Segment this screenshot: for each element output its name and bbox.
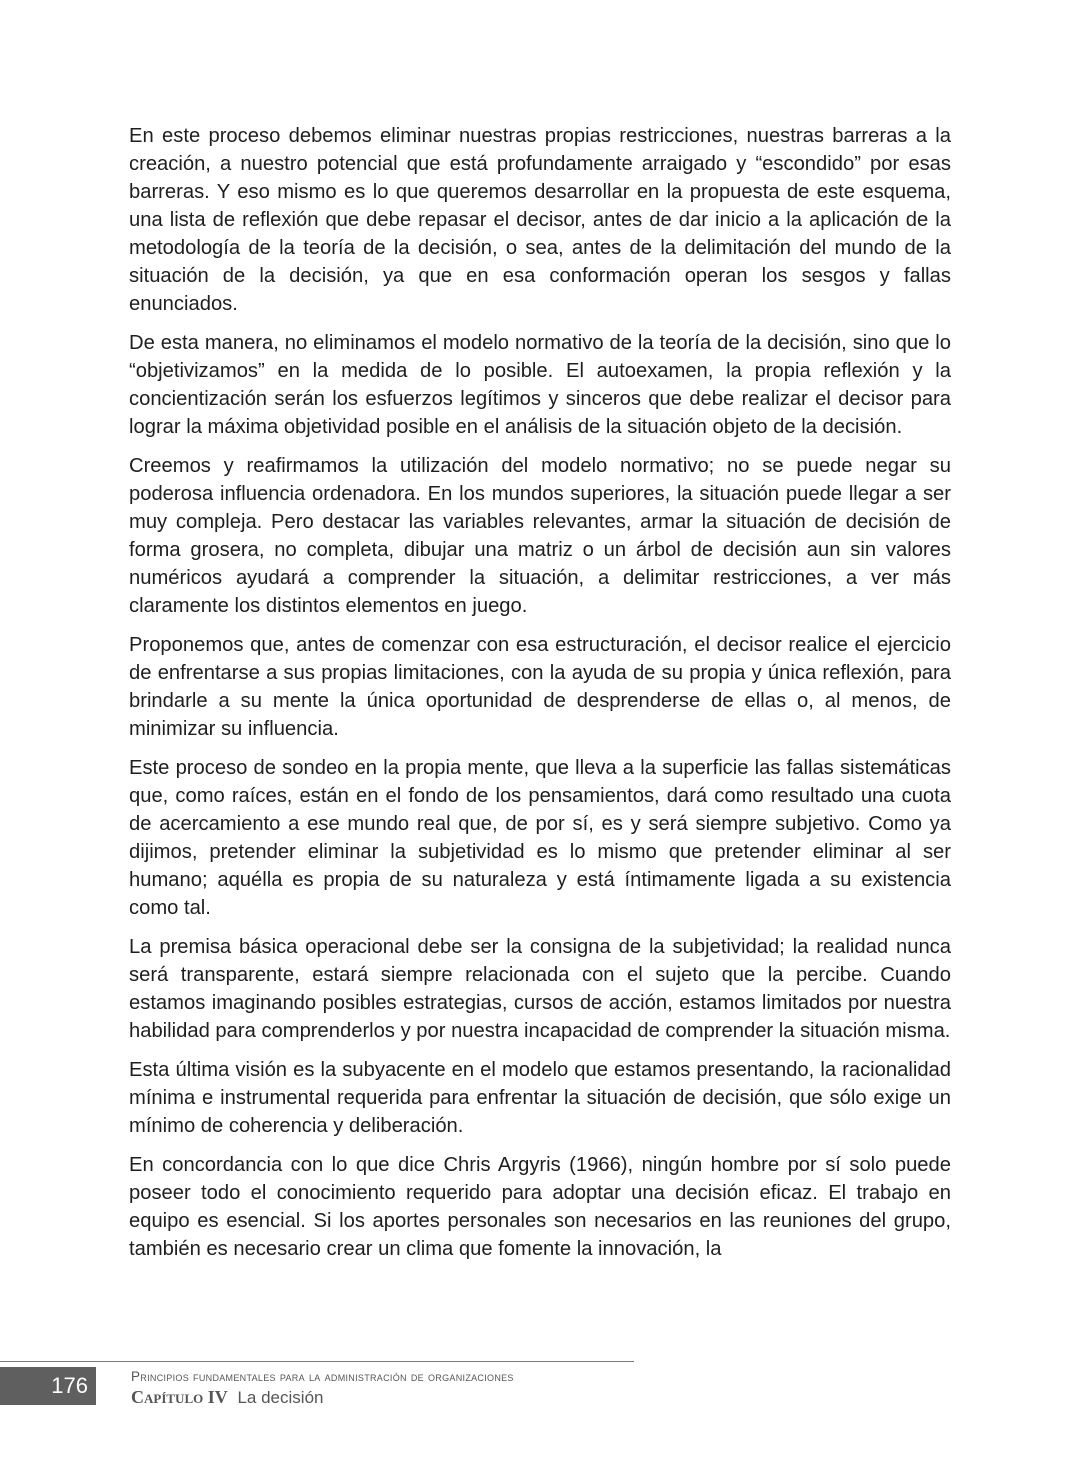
paragraph-6: La premisa básica operacional debe ser la consigna de la subjetividad; la realidad nunca será transparente, estará siempre relacionada con el sujeto que la percibe. Cuando estamos imaginando posibles estrategias, cursos de acción, estamos limitados por nuestra habilidad para comprenderlos y por nuestra incapacidad de comprender la situación misma. — [129, 936, 951, 1042]
page-number: 176 — [0, 1367, 96, 1405]
chapter-label: Capítulo IV — [131, 1387, 228, 1407]
chapter-line — [131, 1387, 323, 1408]
paragraph-7: Esta última visión es la subyacente en el modelo que estamos presentando, la racionalidad mínima e instrumental requerida para enfrentar la situación de decisión, que sólo exige un mínimo de coherencia y deliberación. — [129, 1059, 951, 1137]
paragraph-8: En concordancia con lo que dice Chris Argyris (1966), ningún hombre por sí solo puede poseer todo el conocimiento requerido para adoptar una decisión eficaz. El trabajo en equipo es esencial. Si los aportes personales son necesarios en las reuniones del grupo, también es necesario crear un clima que fomente la innovación, la — [129, 1154, 951, 1260]
chapter-title: La decisión — [237, 1388, 324, 1407]
paragraph-3: Creemos y reafirmamos la utilización del modelo normativo; no se puede negar su poderosa influencia ordenadora. En los mundos superiores, la situación puede llegar a ser muy compleja. Pero destacar las variables relevantes, armar la situación de decisión de forma grosera, no completa, dibujar una matriz o un árbol de decisión aun sin valores numéricos ayudará a comprender la situación, a delimitar restricciones, a ver más claramente los distintos elementos en juego. — [129, 455, 951, 617]
footer-rule — [0, 1361, 634, 1362]
paragraph-4: Proponemos que, antes de comenzar con esa estructuración, el decisor realice el ejercicio de enfrentarse a sus propias limitaciones, con la ayuda de su propia y única reflexión, para brindarle a su mente la única oportunidad de desprenderse de ellas o, al menos, de minimizar su influencia. — [129, 634, 951, 740]
paragraph-2: De esta manera, no eliminamos el modelo normativo de la teoría de la decisión, sino que lo “objetivizamos” en la medida de lo posible. El autoexamen, la propia reflexión y la concientización serán los esfuerzos legítimos y sinceros que debe realizar el decisor para lograr la máxima objetividad posible en el análisis de la situación objeto de la decisión. — [129, 332, 951, 438]
running-title: Principios fundamentales para la administración de organizaciones — [131, 1369, 514, 1384]
paragraph-5: Este proceso de sondeo en la propia mente, que lleva a la superficie las fallas sistemáticas que, como raíces, están en el fondo de los pensamientos, dará como resultado una cuota de acercamiento a ese mundo real que, de por sí, es y será siempre subjetivo. Como ya dijimos, pretender eliminar la subjetividad es lo mismo que pretender eliminar al ser humano; aquélla es propia de su naturaleza y está íntimamente ligada a su existencia como tal. — [129, 757, 951, 919]
page-body — [129, 122, 951, 1274]
paragraph-1: En este proceso debemos eliminar nuestras propias restricciones, nuestras barreras a la creación, a nuestro potencial que está profundamente arraigado y “escondido” por esas barreras. Y eso mismo es lo que queremos desarrollar en la propuesta de este esquema, una lista de reflexión que debe repasar el decisor, antes de dar inicio a la aplicación de la metodología de la teoría de la decisión, o sea, antes de la delimitación del mundo de la situación de la decisión, ya que en esa conformación operan los sesgos y fallas enunciados. — [129, 125, 951, 315]
